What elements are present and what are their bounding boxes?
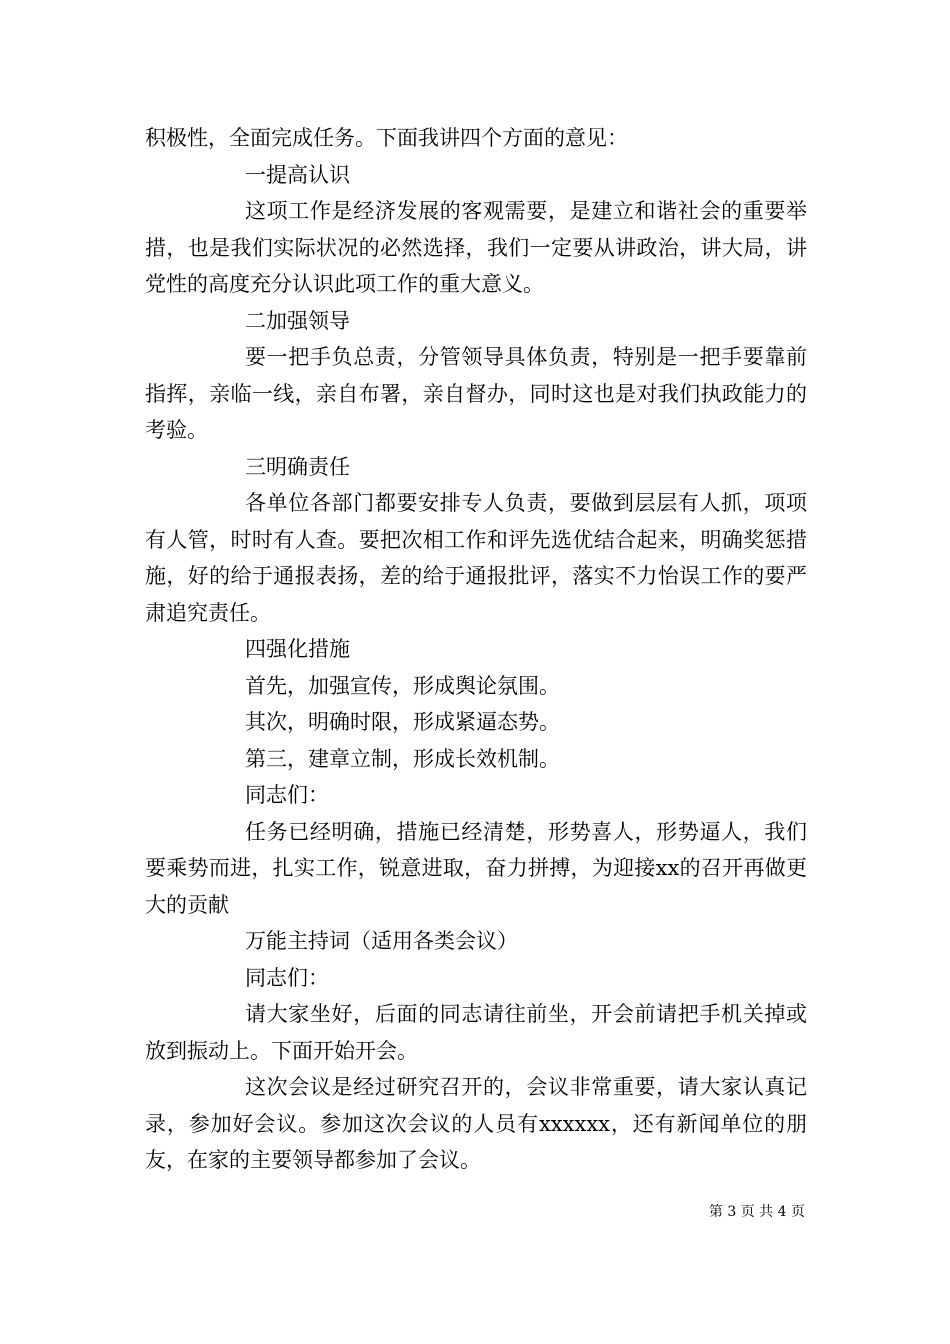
paragraph: 这次会议是经过研究召开的，会议非常重要，请大家认真记录，参加好会议。参加这次会议的人员有xxxxxx，还有新闻单位的朋友，在家的主要领导都参加了会议。 [145,1075,807,1172]
salutation: 同志们： [245,965,329,990]
salutation: 同志们： [245,783,329,807]
paragraph: 这项工作是经济发展的客观需要，是建立和谐社会的重要举措，也是我们实际状况的必然选择，我们一定要从讲政治，讲大局，讲党性的高度充分认识此项工作的重大意义。 [145,199,807,296]
page-number-footer: 第 3 页 共 4 页 [708,1204,805,1220]
paragraph: 积极性，全面完成任务。下面我讲四个方面的意见： [145,126,628,150]
section-heading-1: 一提高认识 [245,162,350,187]
section-heading-3: 三明确责任 [245,454,350,479]
paragraph: 其次，明确时限，形成紧逼态势。 [245,710,560,734]
paragraph: 要一把手负总责，分管领导具体负责，特别是一把手要靠前指挥，亲临一线，亲自布署，亲自督办，同时这也是对我们执政能力的考验。 [145,345,807,442]
paragraph: 各单位各部门都要安排专人负责，要做到层层有人抓，项项有人管，时时有人查。要把次相工作和评先选优结合起来，明确奖惩措施，好的给于通报表扬，差的给于通报批评，落实不力怡误工作的要严肃追究责任。 [145,491,807,625]
section-heading-4: 四强化措施 [245,637,350,661]
paragraph: 任务已经明确，措施已经清楚，形势喜人，形势逼人，我们要乘势而进，扎实工作，锐意进取，奋力拼搏，为迎接xx的召开再做更大的贡献 [145,819,807,917]
section-heading-2: 二加强领导 [245,308,350,333]
paragraph: 第三，建章立制，形成长效机制。 [245,746,560,771]
paragraph: 首先，加强宣传，形成舆论氛围。 [245,673,560,698]
paragraph: 请大家坐好，后面的同志请往前坐，开会前请把手机关掉或放到振动上。下面开始开会。 [145,1002,807,1063]
document-body [145,120,807,1179]
section-title: 万能主持词（适用各类会议） [245,929,518,953]
